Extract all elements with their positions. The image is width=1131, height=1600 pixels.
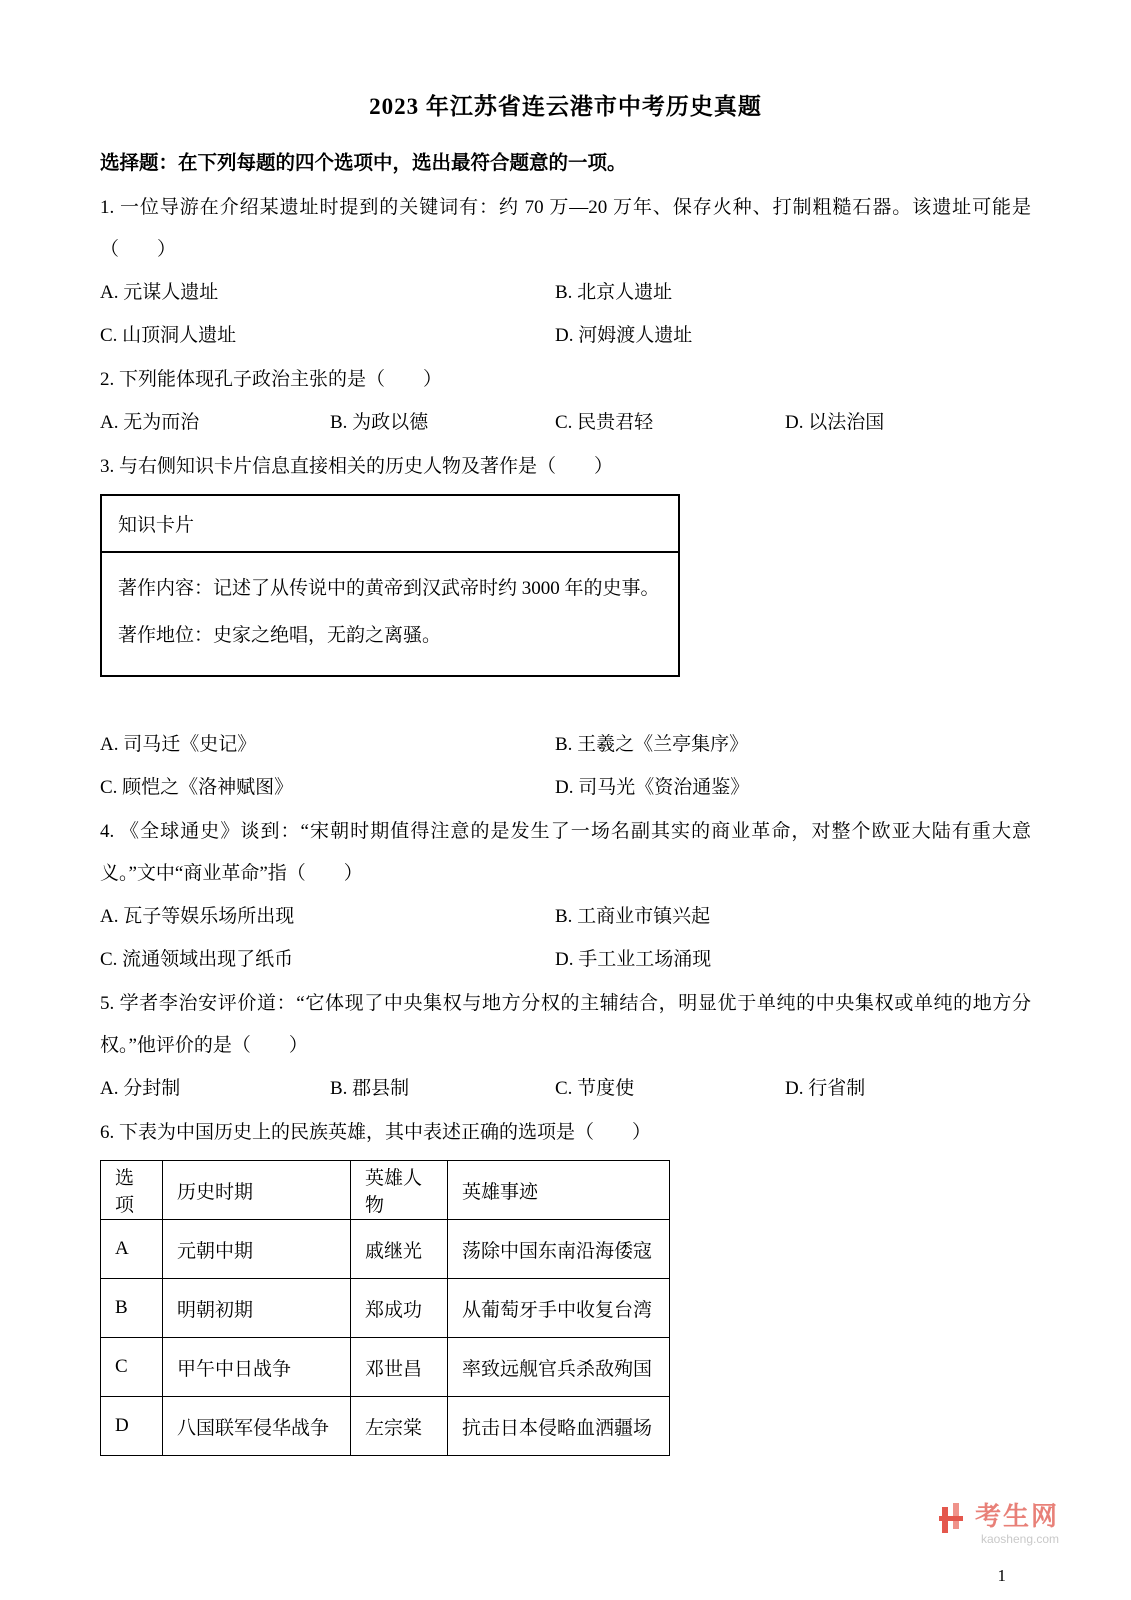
heroes-table — [100, 1160, 670, 1456]
options-group — [100, 401, 1031, 444]
table-cell: 郑成功 — [351, 1279, 448, 1338]
table-header-cell: 英雄人物 — [351, 1161, 448, 1220]
question-3 — [100, 446, 1031, 809]
table-cell: D — [101, 1397, 163, 1456]
table-header-cell: 英雄事迹 — [448, 1161, 670, 1220]
table-cell: 八国联军侵华战争 — [163, 1397, 351, 1456]
option-c: C. 节度使 — [555, 1078, 635, 1099]
table-row — [101, 1279, 670, 1338]
table-cell: 抗击日本侵略血洒疆场 — [448, 1397, 670, 1456]
question-4 — [100, 811, 1031, 981]
table-cell: 率致远舰官兵杀敌殉国 — [448, 1338, 670, 1397]
question-stem: 3. 与右侧知识卡片信息直接相关的历史人物及著作是（ ） — [100, 456, 614, 477]
question-stem: 5. 学者李治安评价道：“它体现了中央集权与地方分权的主辅结合，明显优于单纯的中央集权或单纯的地方分权。”他评价的是（ ） — [100, 993, 1031, 1056]
table-cell: B — [101, 1279, 163, 1338]
question-2 — [100, 359, 1031, 444]
knowledge-card-body — [102, 553, 678, 675]
table-cell: 邓世昌 — [351, 1338, 448, 1397]
table-row — [101, 1338, 670, 1397]
option-b: B. 郡县制 — [330, 1078, 410, 1099]
section-header: 选择题：在下列每题的四个选项中，选出最符合题意的一项。 — [100, 153, 627, 174]
question-stem: 1. 一位导游在介绍某遗址时提到的关键词有：约 70 万—20 万年、保存火种、打制粗糙石器。该遗址可能是（ ） — [100, 197, 1031, 260]
watermark-site-domain: kaosheng.com — [980, 1532, 1059, 1546]
option-a: A. 无为而治 — [100, 412, 200, 433]
option-d: D. 司马光《资治通鉴》 — [555, 777, 750, 798]
page-title: 2023 年江苏省连云港市中考历史真题 — [369, 94, 762, 119]
option-d: D. 以法治国 — [785, 412, 885, 433]
option-a: A. 瓦子等娱乐场所出现 — [100, 906, 295, 927]
table-cell: 甲午中日战争 — [163, 1338, 351, 1397]
table-cell: 从葡萄牙手中收复台湾 — [448, 1279, 670, 1338]
option-b: B. 王羲之《兰亭集序》 — [555, 734, 749, 755]
option-a: A. 元谋人遗址 — [100, 282, 219, 303]
question-6 — [100, 1112, 1031, 1456]
option-b: B. 为政以德 — [330, 412, 429, 433]
table-cell: 明朝初期 — [163, 1279, 351, 1338]
option-c: C. 顾恺之《洛神赋图》 — [100, 777, 294, 798]
option-d: D. 手工业工场涌现 — [555, 949, 712, 970]
logo-bar — [939, 1516, 963, 1521]
site-watermark — [939, 1503, 1059, 1545]
table-cell: 左宗棠 — [351, 1397, 448, 1456]
table-cell: A — [101, 1220, 163, 1279]
option-c: C. 流通领域出现了纸币 — [100, 949, 294, 970]
question-stem: 4. 《全球通史》谈到：“宋朝时期值得注意的是发生了一场名副其实的商业革命，对整个欧亚大陆有重大意义。”文中“商业革命”指（ ） — [100, 821, 1031, 884]
option-d: D. 行省制 — [785, 1078, 866, 1099]
kaosheng-logo-icon — [939, 1503, 969, 1535]
options-group — [100, 1067, 1031, 1110]
table-row — [101, 1397, 670, 1456]
option-c: C. 山顶洞人遗址 — [100, 325, 237, 346]
page-number: 1 — [997, 1566, 1006, 1585]
option-b: B. 北京人遗址 — [555, 282, 673, 303]
watermark-site-name: 考生网 — [974, 1501, 1059, 1531]
table-row — [101, 1220, 670, 1279]
question-stem: 6. 下表为中国历史上的民族英雄，其中表述正确的选项是（ ） — [100, 1122, 652, 1143]
options-group — [100, 895, 1031, 981]
question-5 — [100, 983, 1031, 1110]
table-header-row — [101, 1161, 670, 1220]
knowledge-card-line-1: 著作内容：记述了从传说中的黄帝到汉武帝时约 3000 年的史事。 — [118, 578, 660, 599]
option-a: A. 分封制 — [100, 1078, 181, 1099]
option-b: B. 工商业市镇兴起 — [555, 906, 711, 927]
watermark-text-wrap — [975, 1503, 1059, 1545]
table-cell: 戚继光 — [351, 1220, 448, 1279]
question-stem: 2. 下列能体现孔子政治主张的是（ ） — [100, 369, 443, 390]
table-cell: C — [101, 1338, 163, 1397]
knowledge-card — [100, 494, 680, 677]
option-d: D. 河姆渡人遗址 — [555, 325, 693, 346]
knowledge-card-title: 知识卡片 — [102, 496, 678, 553]
table-cell: 荡除中国东南沿海倭寇 — [448, 1220, 670, 1279]
option-c: C. 民贵君轻 — [555, 412, 654, 433]
options-group — [100, 271, 1031, 357]
table-header-cell: 选项 — [101, 1161, 163, 1220]
knowledge-card-line-2: 著作地位：史家之绝唱，无韵之离骚。 — [118, 625, 442, 646]
options-group — [100, 723, 1031, 809]
option-a: A. 司马迁《史记》 — [100, 734, 257, 755]
question-1 — [100, 187, 1031, 357]
table-cell: 元朝中期 — [163, 1220, 351, 1279]
table-header-cell: 历史时期 — [163, 1161, 351, 1220]
